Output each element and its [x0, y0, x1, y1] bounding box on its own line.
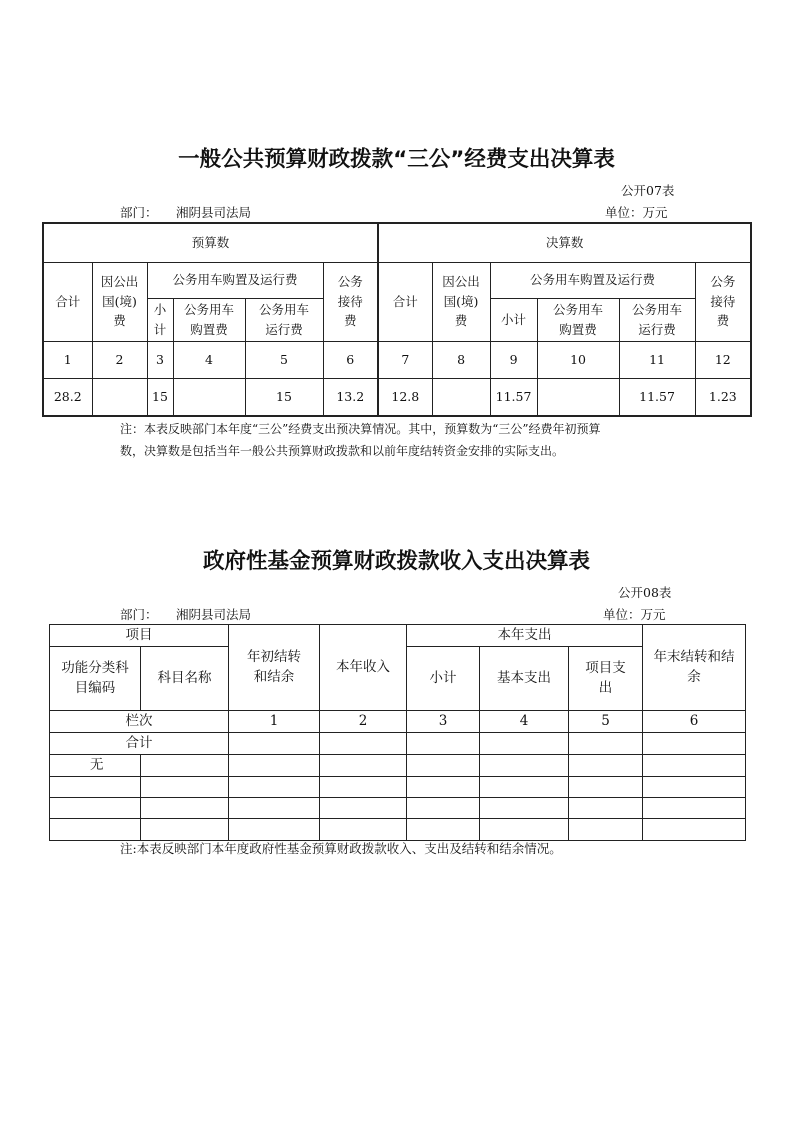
col-number: 2 [320, 710, 407, 732]
empty-cell [229, 818, 320, 840]
empty-cell [141, 776, 229, 797]
expense-header: 本年支出 [407, 625, 643, 647]
value-cell [537, 378, 619, 416]
table2-note: 注:本表反映部门本年度政府性基金预算财政拨款收入、支出及结转和结余情况。 [120, 841, 562, 856]
final-vehicle-header: 公务用车购置及运行费 [490, 262, 695, 298]
col-number: 10 [537, 341, 619, 378]
value-cell: 28.2 [43, 378, 92, 416]
empty-cell [229, 797, 320, 818]
empty-cell [229, 732, 320, 754]
value-cell: 11.57 [619, 378, 695, 416]
total-label: 合计 [50, 732, 229, 754]
empty-cell [569, 818, 643, 840]
func-code-header: 功能分类科目编码 [50, 646, 141, 710]
empty-cell [643, 818, 746, 840]
empty-cell [229, 754, 320, 776]
empty-cell [480, 732, 569, 754]
none-label: 无 [50, 754, 141, 776]
final-subtotal-header: 小计 [490, 298, 537, 341]
expense-subtotal-header: 小计 [407, 646, 480, 710]
table1-dept-label: 部门： [120, 205, 158, 220]
empty-cell [407, 754, 480, 776]
budget-operation-header: 公务用车运行费 [245, 298, 323, 341]
col-number: 7 [378, 341, 432, 378]
col-number: 5 [245, 341, 323, 378]
empty-cell [643, 732, 746, 754]
col-number: 1 [229, 710, 320, 732]
empty-cell [320, 797, 407, 818]
col-number: 9 [490, 341, 537, 378]
item-header: 项目 [50, 625, 229, 647]
budget-reception-header: 公务接待费 [323, 262, 378, 341]
final-reception-header: 公务接待费 [695, 262, 751, 341]
empty-cell [569, 732, 643, 754]
empty-cell [480, 797, 569, 818]
value-cell: 15 [147, 378, 173, 416]
empty-cell [643, 754, 746, 776]
empty-cell [320, 732, 407, 754]
col-number: 5 [569, 710, 643, 732]
value-cell [173, 378, 245, 416]
col-number: 1 [43, 341, 92, 378]
subject-name-header: 科目名称 [141, 646, 229, 710]
empty-cell [480, 754, 569, 776]
empty-cell [320, 754, 407, 776]
col-number: 11 [619, 341, 695, 378]
table2-form-no: 公开08表 [618, 585, 672, 600]
value-cell: 13.2 [323, 378, 378, 416]
project-expense-header: 项目支出 [569, 646, 643, 710]
col-number: 4 [480, 710, 569, 732]
income-header: 本年收入 [320, 625, 407, 711]
closing-balance-header: 年末结转和结余 [643, 625, 746, 711]
table1-form-no: 公开07表 [621, 183, 675, 198]
value-cell: 1.23 [695, 378, 751, 416]
col-number: 6 [643, 710, 746, 732]
gov-fund-budget-table [49, 624, 746, 841]
empty-cell [320, 776, 407, 797]
empty-cell [480, 776, 569, 797]
empty-cell [229, 776, 320, 797]
table2-unit: 单位：万元 [603, 607, 666, 622]
value-cell: 11.57 [490, 378, 537, 416]
empty-cell [141, 754, 229, 776]
empty-cell [569, 776, 643, 797]
budget-purchase-header: 公务用车购置费 [173, 298, 245, 341]
opening-balance-header: 年初结转和结余 [229, 625, 320, 711]
final-header: 决算数 [378, 223, 751, 262]
empty-cell [643, 797, 746, 818]
budget-total-header: 合计 [43, 262, 92, 341]
final-purchase-header: 公务用车购置费 [537, 298, 619, 341]
col-number: 2 [92, 341, 147, 378]
col-number: 8 [432, 341, 490, 378]
empty-cell [320, 818, 407, 840]
budget-subtotal-header: 小计 [147, 298, 173, 341]
empty-cell [50, 797, 141, 818]
row-label: 栏次 [50, 710, 229, 732]
empty-cell [141, 797, 229, 818]
empty-cell [569, 797, 643, 818]
col-number: 3 [407, 710, 480, 732]
basic-expense-header: 基本支出 [480, 646, 569, 710]
final-total-header: 合计 [378, 262, 432, 341]
empty-cell [407, 797, 480, 818]
value-cell [92, 378, 147, 416]
value-cell [432, 378, 490, 416]
budget-abroad-header: 因公出国(境)费 [92, 262, 147, 341]
col-number: 12 [695, 341, 751, 378]
empty-cell [643, 776, 746, 797]
table2-dept-name: 湘阴县司法局 [176, 607, 252, 622]
three-public-expenses-table [42, 222, 752, 417]
col-number: 6 [323, 341, 378, 378]
table1-note-line1: 注：本表反映部门本年度“三公”经费支出预决算情况。其中，预算数为“三公”经费年初预算 [120, 422, 601, 436]
empty-cell [50, 818, 141, 840]
value-cell: 12.8 [378, 378, 432, 416]
table1-note-line2: 数，决算数是包括当年一般公共预算财政拨款和以前年度结转资金安排的实际支出。 [120, 444, 565, 458]
value-cell: 15 [245, 378, 323, 416]
empty-cell [407, 732, 480, 754]
budget-vehicle-header: 公务用车购置及运行费 [147, 262, 323, 298]
empty-cell [569, 754, 643, 776]
final-abroad-header: 因公出国(境)费 [432, 262, 490, 341]
col-number: 3 [147, 341, 173, 378]
empty-cell [407, 818, 480, 840]
table1-unit: 单位：万元 [605, 205, 668, 220]
empty-cell [407, 776, 480, 797]
empty-cell [480, 818, 569, 840]
empty-cell [50, 776, 141, 797]
col-number: 4 [173, 341, 245, 378]
budget-header: 预算数 [43, 223, 378, 262]
final-operation-header: 公务用车运行费 [619, 298, 695, 341]
table2-dept-label: 部门： [120, 607, 158, 622]
table2-title: 政府性基金预算财政拨款收入支出决算表 [202, 549, 590, 574]
table1-dept-name: 湘阴县司法局 [176, 205, 252, 220]
empty-cell [141, 818, 229, 840]
table1-title: 一般公共预算财政拨款“三公”经费支出决算表 [178, 147, 615, 172]
